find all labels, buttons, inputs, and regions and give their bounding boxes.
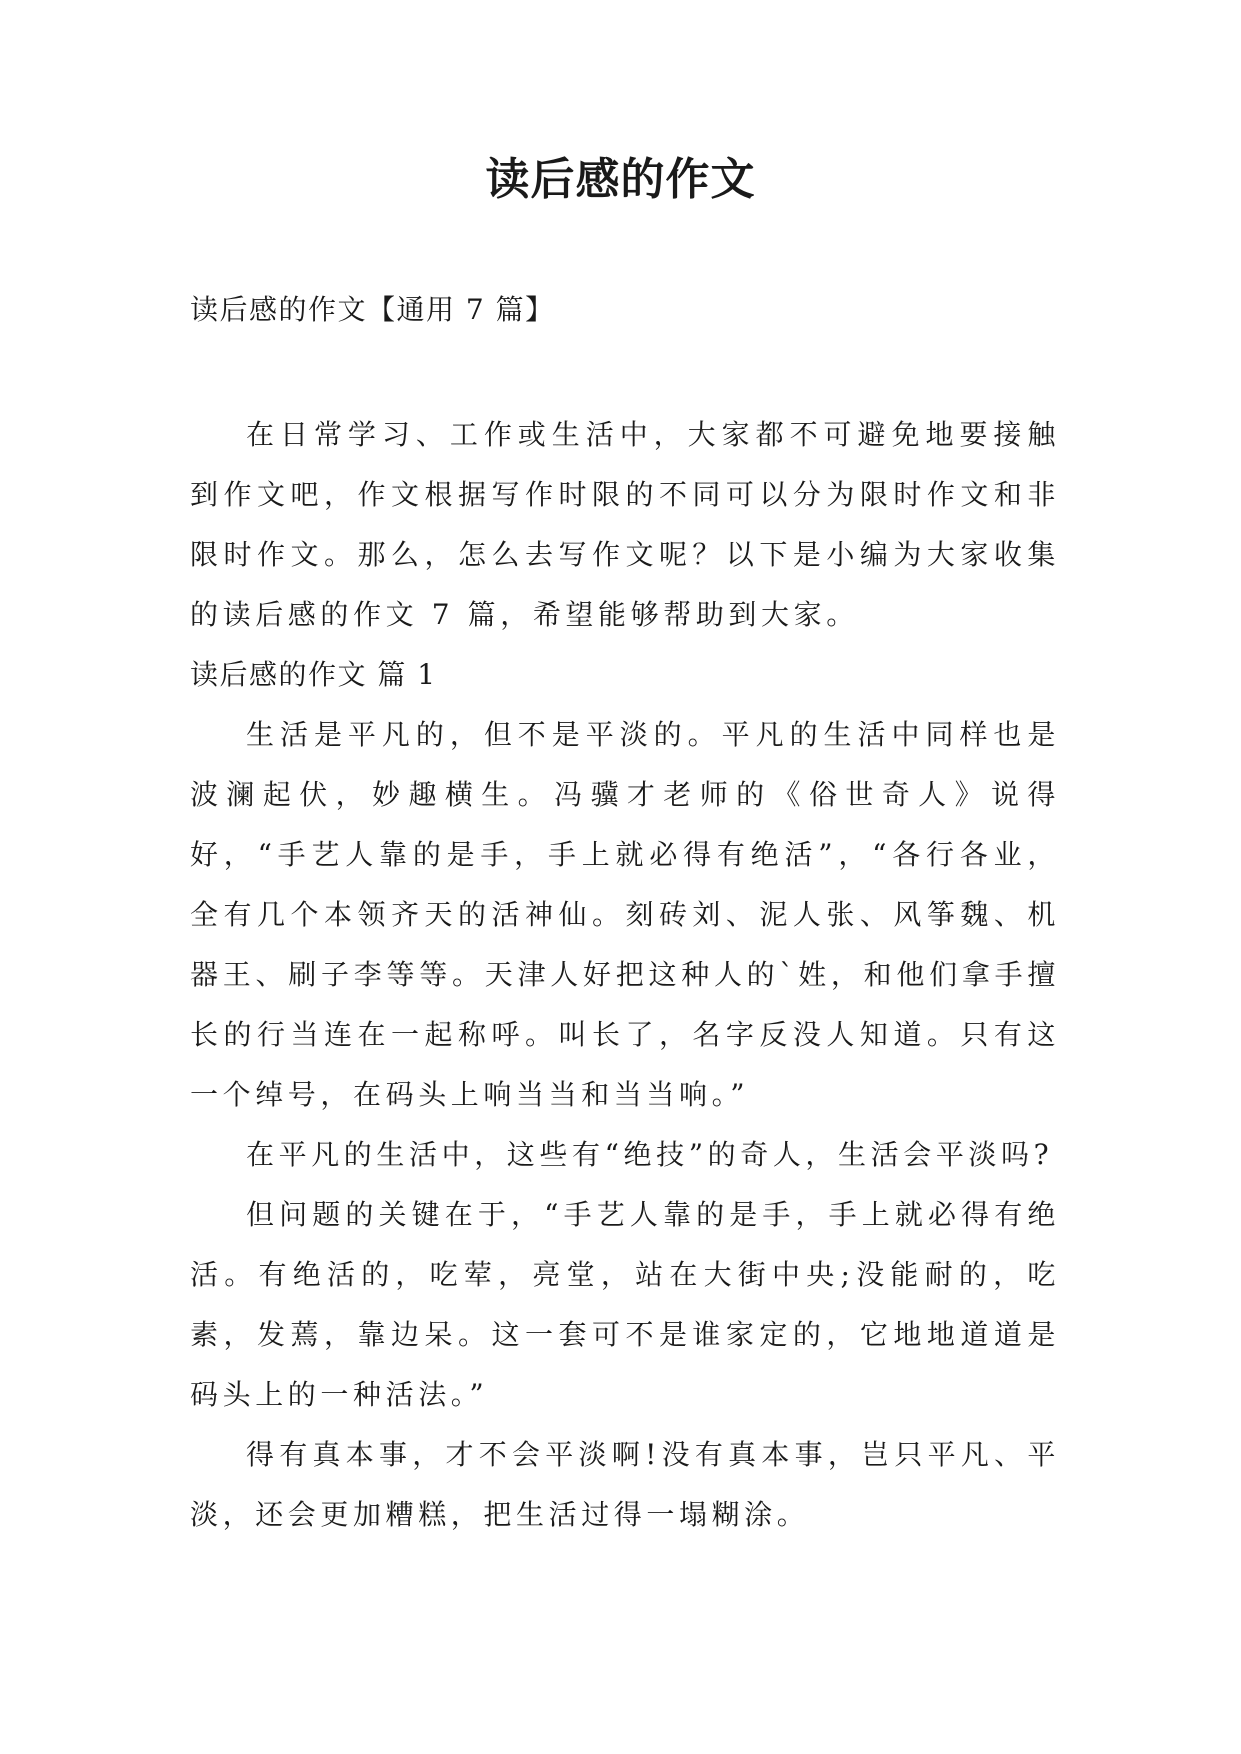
- document-body: [190, 405, 1060, 1545]
- section-heading: 读后感的作文 篇 1: [190, 658, 437, 691]
- paragraph: 在日常学习、工作或生活中，大家都不可避免地要接触到作文吧，作文根据写作时限的不同可以分为限时作文和非限时作文。那么，怎么去写作文呢？以下是小编为大家收集的读后感的作文 7 篇，希望能够帮助到大家。: [190, 418, 1060, 631]
- paragraph: 生活是平凡的，但不是平淡的。平凡的生活中同样也是波澜起伏，妙趣横生。冯骥才老师的《俗世奇人》说得好，“手艺人靠的是手，手上就必得有绝活”，“各行各业，全有几个本领齐天的活神仙。刻砖刘、泥人张、风筝魏、机器王、刷子李等等。天津人好把这种人的`姓，和他们拿手擅长的行当连在一起称呼。叫长了，名字反没人知道。只有这一个绰号，在码头上响当当和当当响。”: [190, 718, 1060, 1111]
- document-subtitle: 读后感的作文【通用 7 篇】: [190, 293, 555, 326]
- document-title: 读后感的作文: [485, 154, 756, 205]
- paragraph: 但问题的关键在于，“手艺人靠的是手，手上就必得有绝活。有绝活的，吃荤，亮堂，站在大街中央;没能耐的，吃素，发蔫，靠边呆。这一套可不是谁家定的，它地地道道是码头上的一种活法。”: [190, 1198, 1060, 1411]
- paragraph: 得有真本事，才不会平淡啊!没有真本事，岂只平凡、平淡，还会更加糟糕，把生活过得一塌糊涂。: [190, 1438, 1060, 1531]
- paragraph: 在平凡的生活中，这些有“绝技”的奇人，生活会平淡吗?: [246, 1138, 1054, 1171]
